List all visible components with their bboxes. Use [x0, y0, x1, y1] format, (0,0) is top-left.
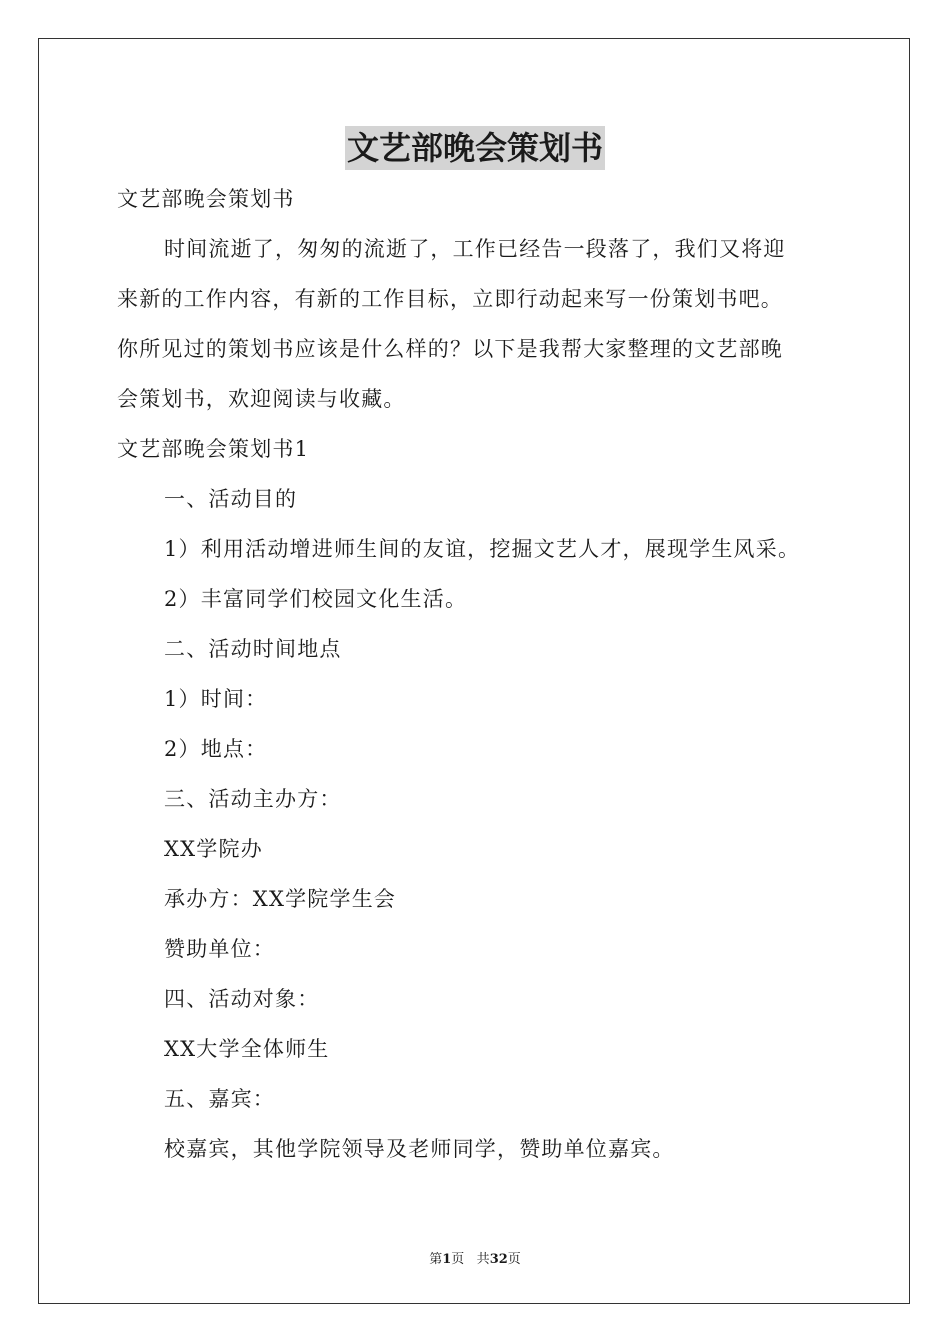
list-item: XX学院办 — [164, 837, 263, 861]
paragraph-line: 来新的工作内容，有新的工作目标，立即行动起来写一份策划书吧。 — [117, 287, 783, 311]
footer-total-pages: 32 — [489, 1252, 508, 1267]
list-item: XX大学全体师生 — [164, 1037, 330, 1061]
footer-total-prefix: 共 — [476, 1252, 490, 1267]
footer-page-suffix: 页 — [451, 1252, 465, 1267]
list-item: 2）丰富同学们校园文化生活。 — [164, 587, 468, 611]
paragraph-line: 你所见过的策划书应该是什么样的？以下是我帮大家整理的文艺部晚 — [117, 337, 783, 361]
page-footer — [0, 1248, 950, 1267]
document-title: 文艺部晚会策划书 — [345, 126, 605, 170]
footer-total-suffix: 页 — [507, 1252, 521, 1267]
list-item: 校嘉宾，其他学院领导及老师同学，赞助单位嘉宾。 — [164, 1137, 675, 1161]
list-item: 1）时间： — [164, 687, 268, 711]
footer-page-prefix: 第 — [429, 1252, 443, 1267]
footer-page-number: 1 — [442, 1252, 452, 1267]
list-item: 三、活动主办方： — [164, 787, 342, 811]
title-wrap — [0, 126, 950, 170]
list-item: 四、活动对象： — [164, 987, 320, 1011]
page-frame — [38, 38, 910, 1304]
list-item: 赞助单位： — [164, 937, 275, 961]
list-item: 二、活动时间地点 — [164, 637, 342, 661]
list-item: 1）利用活动增进师生间的友谊，挖掘文艺人才，展现学生风采。 — [164, 537, 801, 561]
list-item: 五、嘉宾： — [164, 1087, 275, 1111]
section-heading: 文艺部晚会策划书1 — [117, 437, 310, 461]
list-item: 2）地点： — [164, 737, 268, 761]
list-item: 承办方：XX学院学生会 — [164, 887, 397, 911]
paragraph-line: 会策划书，欢迎阅读与收藏。 — [117, 387, 406, 411]
paragraph-line: 时间流逝了，匆匆的流逝了，工作已经告一段落了，我们又将迎 — [164, 237, 786, 261]
subtitle-line: 文艺部晚会策划书 — [117, 187, 295, 211]
list-item: 一、活动目的 — [164, 487, 298, 511]
